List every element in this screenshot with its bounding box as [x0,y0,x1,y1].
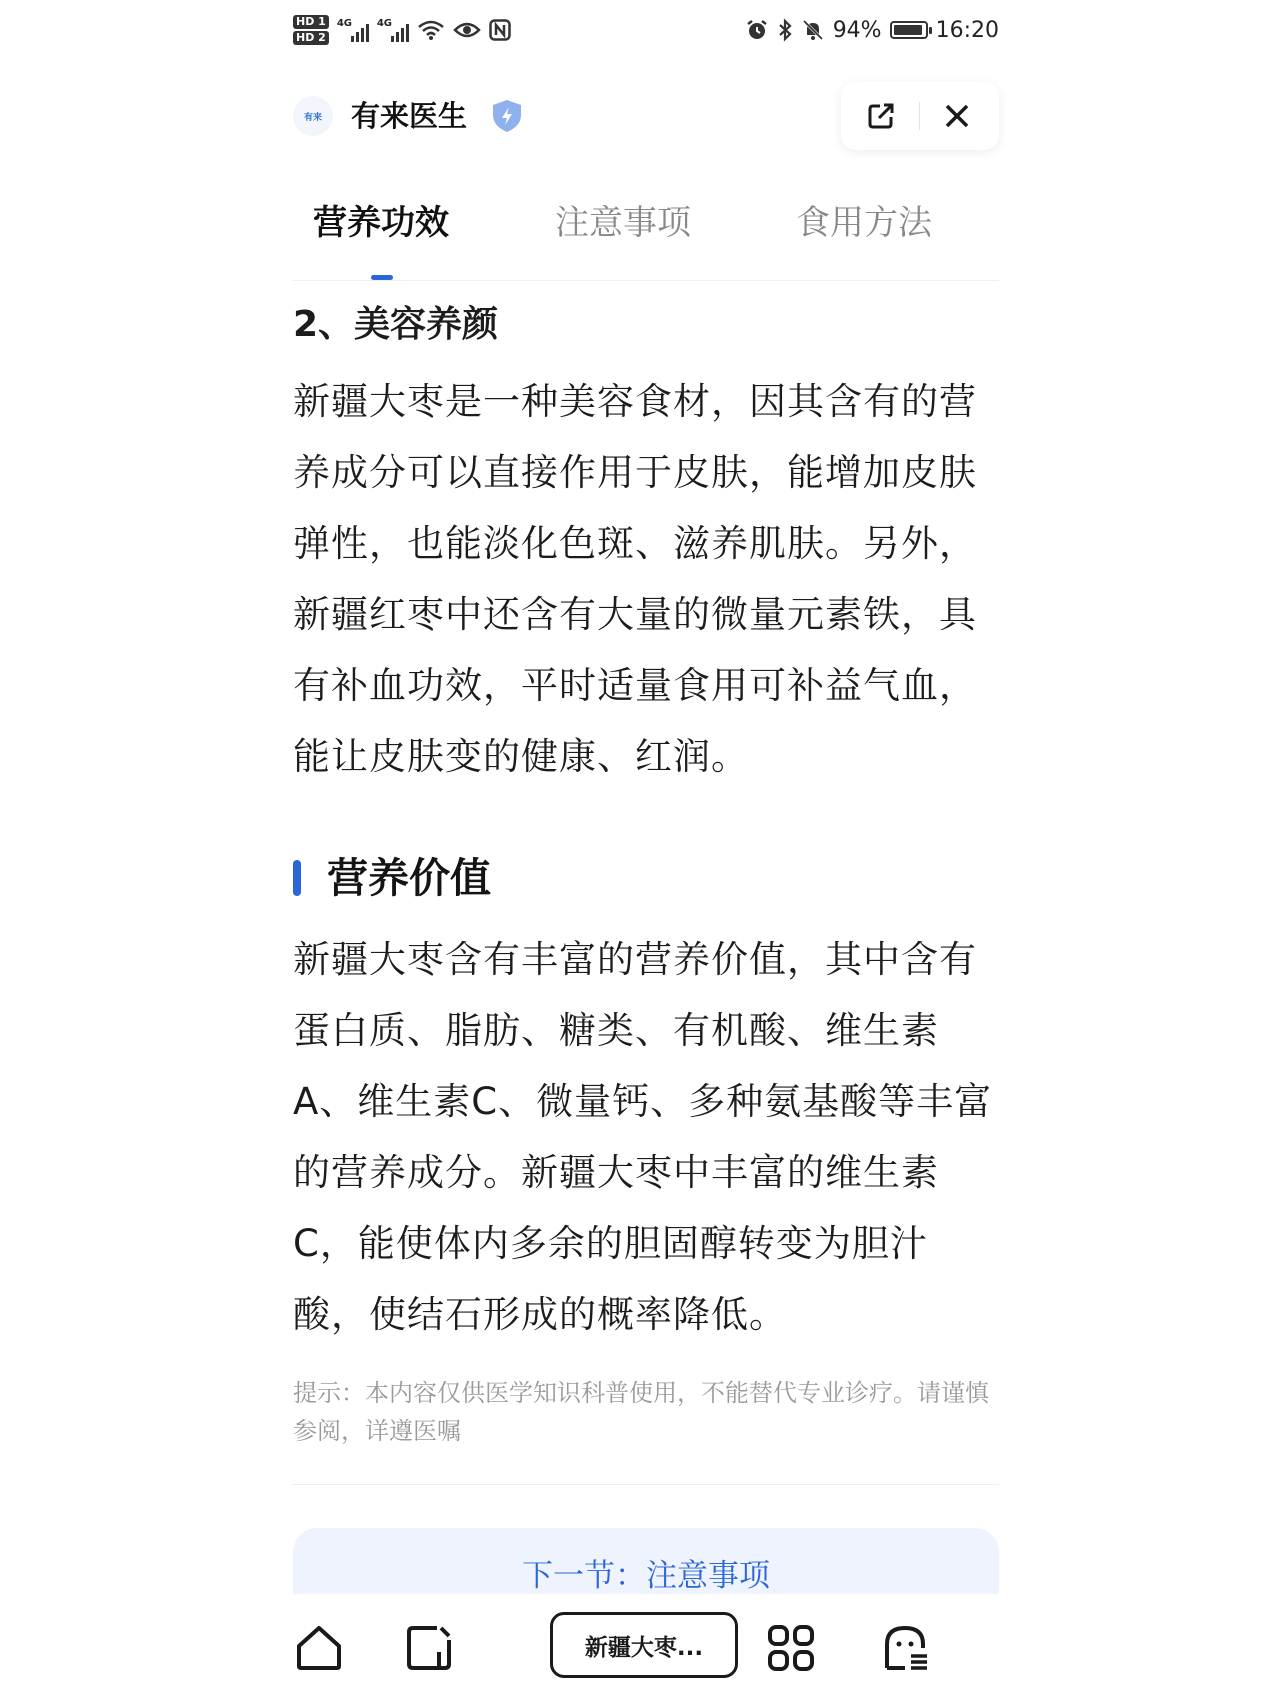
status-right [745,10,999,50]
hd2-badge: HD 2 [293,31,329,45]
battery-percent: 94% [832,17,882,43]
eye-icon [453,20,481,40]
bottom-nav [293,1594,999,1706]
disclaimer-notice: 提示：本内容仅供医学知识科普使用，不能替代专业诊疗。请谨慎参阅，详遵医嘱 [293,1379,989,1445]
capsule-divider [919,102,920,130]
app-name: 有来医生 [351,99,468,133]
section-heading [293,848,999,908]
divider [293,1484,999,1485]
tab-bar [293,190,999,281]
next-section-button[interactable] [293,1528,999,1594]
tab-precautions[interactable]: 注意事项 [555,203,691,243]
capsule-menu [841,82,999,150]
section-title: 营养价值 [327,854,491,902]
share-button[interactable] [861,96,901,136]
apps-grid-icon[interactable] [765,1622,817,1674]
network-type-2: 4G [376,18,392,29]
sub-heading: 2、美容养颜 [293,304,499,345]
nfc-icon [489,19,511,41]
alarm-icon [745,18,769,42]
hd-indicators [293,15,329,45]
mini-app-header [293,78,999,154]
phone-screen [293,0,999,1706]
signal-icon [377,18,409,42]
paragraph-beauty: 新疆大枣是一种美容食材，因其含有的营养成分可以直接作用于皮肤，能增加皮肤弹性，也能淡化色斑、滋养肌肤。另外，新疆红枣中还含有大量的微量元素铁，具有补血功效，平时适量食用可补益气血，能让皮肤变的健康、红润。 [293,380,977,778]
tabs-icon[interactable] [403,1622,455,1674]
hd1-badge: HD 1 [293,15,329,29]
close-button[interactable] [937,96,977,136]
verified-shield-icon [489,98,525,134]
tab-nutrition-effects[interactable]: 营养功效 [313,203,449,243]
close-icon [944,103,970,129]
tab-usage[interactable]: 食用方法 [796,203,932,243]
assistant-icon[interactable] [879,1622,931,1674]
battery-icon [890,21,928,39]
active-tab-indicator [371,275,393,280]
bluetooth-icon [777,18,793,42]
app-logo-text: 有来 [303,112,322,123]
home-icon[interactable] [293,1622,345,1674]
article-content [293,300,999,1485]
next-section-label: 下一节：注意事项 [522,1558,770,1594]
battery-fill [894,25,922,35]
app-logo [293,96,333,136]
signal-icon [337,18,369,42]
clock: 16:20 [935,17,999,43]
wifi-icon [417,19,445,41]
section-accent-bar [293,860,301,896]
share-icon [866,101,896,131]
status-left [293,10,511,50]
mute-icon [801,18,825,42]
status-bar [293,0,999,60]
paragraph-nutrition: 新疆大枣含有丰富的营养价值，其中含有蛋白质、脂肪、糖类、有机酸、维生素A、维生素C、微量钙、多种氨基酸等丰富的营养成分。新疆大枣中丰富的维生素C，能使体内多余的胆固醇转变为胆汁酸，使结石形成的概率降低。 [293,938,993,1336]
network-type-1: 4G [336,18,352,29]
search-pill[interactable]: 新疆大枣... [550,1612,738,1678]
